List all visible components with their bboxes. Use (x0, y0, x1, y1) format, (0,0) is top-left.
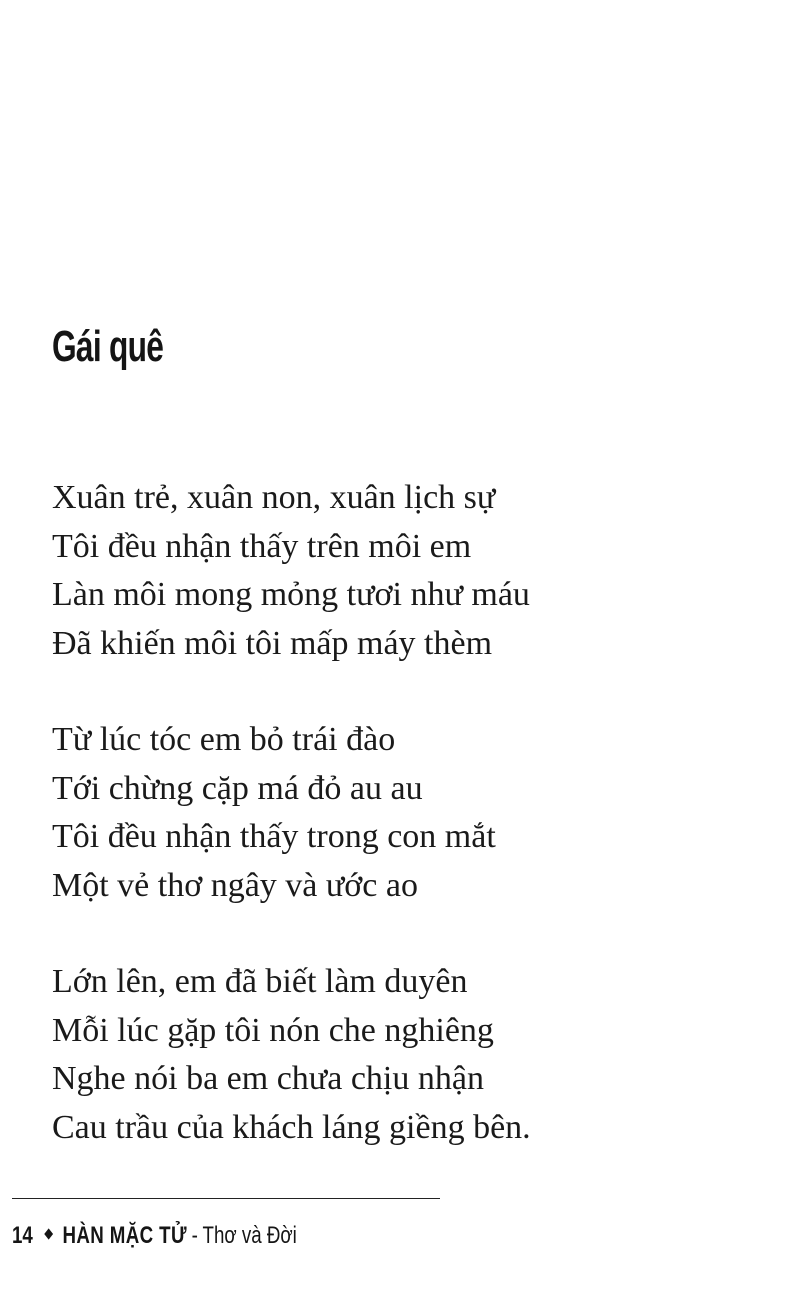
poem-title: Gái quê (52, 322, 164, 371)
poem-line: Một vẻ thơ ngây và ước ao (52, 866, 418, 904)
book-author: HÀN MẶC TỬ (62, 1222, 187, 1249)
poem-line: Đã khiến môi tôi mấp máy thèm (52, 624, 493, 662)
footer-rule (12, 1198, 440, 1199)
poem-line: Tôi đều nhận thấy trên môi em (52, 527, 472, 565)
book-title: Thơ và Đời (202, 1222, 297, 1249)
poem-body (52, 474, 752, 1200)
diamond-icon (44, 1228, 53, 1239)
poem-line: Làn môi mong mỏng tươi như máu (52, 576, 530, 613)
poem-line: Tới chừng cặp má đỏ au au (52, 769, 423, 807)
footer-dash: - (191, 1222, 198, 1249)
stanza-1 (52, 474, 752, 668)
poem-line: Nghe nói ba em chưa chịu nhận (52, 1060, 484, 1097)
stanza-3 (52, 958, 752, 1152)
stanza-2 (52, 716, 752, 910)
poem-line: Lớn lên, em đã biết làm duyên (52, 963, 468, 1000)
poem-line: Từ lúc tóc em bỏ trái đào (52, 721, 396, 758)
running-footer (12, 1222, 297, 1250)
page-number: 14 (12, 1222, 33, 1249)
poem-line: Mỗi lúc gặp tôi nón che nghiêng (52, 1011, 494, 1049)
poem-line: Xuân trẻ, xuân non, xuân lịch sự (52, 479, 496, 516)
poem-line: Cau trầu của khách láng giềng bên. (52, 1108, 531, 1146)
poem-line: Tôi đều nhận thấy trong con mắt (52, 818, 496, 855)
